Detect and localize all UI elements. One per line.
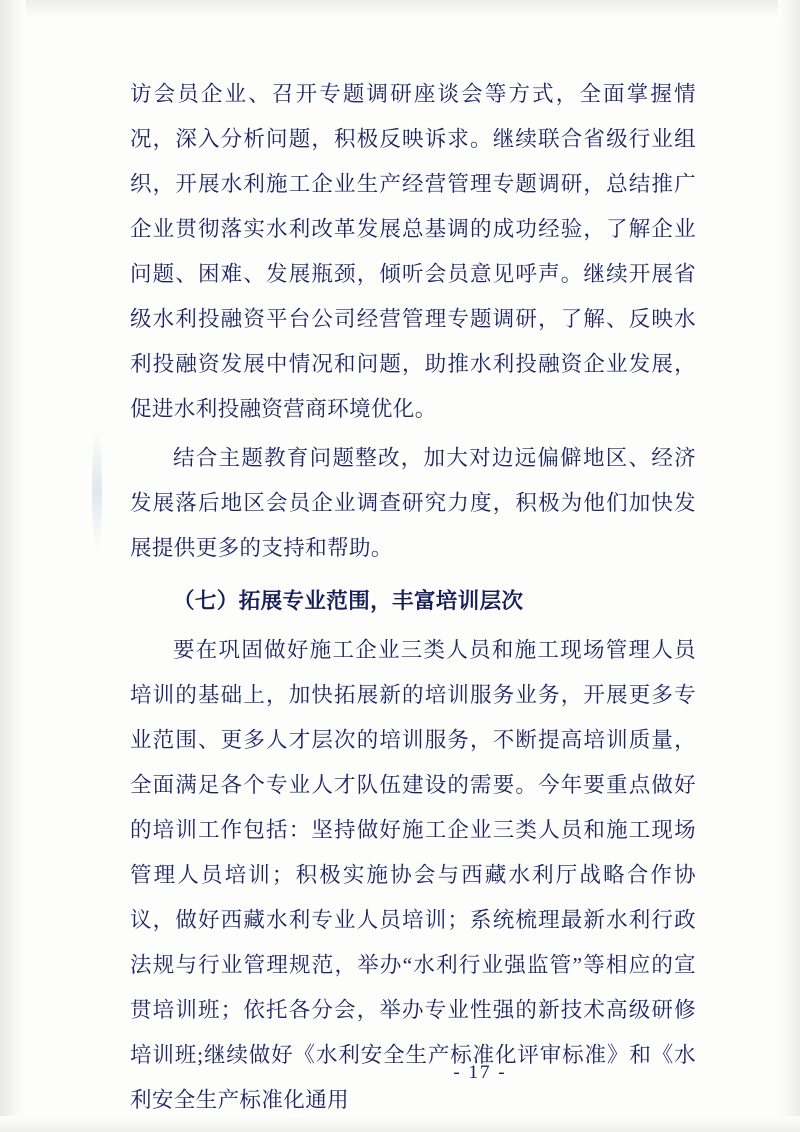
document-body [130, 72, 696, 1123]
scan-edge-top [0, 0, 800, 18]
heading-spacer [130, 571, 696, 579]
page-number: - 17 - [453, 1062, 507, 1083]
scan-smudge [92, 430, 102, 550]
paragraph-training-plan: 要在巩固做好施工企业三类人员和施工现场管理人员培训的基础上，加快拓展新的培训服务业务，开展更多专业范围、更多人才层次的培训服务，不断提高培训质量，全面满足各个专业人才队伍建设的需要。今年要重点做好的培训工作包括：坚持做好施工企业三类人员和施工现场管理人员培训；积极实施协会与西藏水利厅战略合作协议，做好西藏水利专业人员培训；系统梳理最新水利行政法规与行业管理规范，举办“水利行业强监管”等相应的宣贯培训班；依托各分会，举办专业性强的新技术高级研修培训班;继续做好《水利安全生产标准化评审标准》和《水利安全生产标准化通用 [130, 638, 696, 1112]
scan-edge-right [778, 0, 800, 1132]
paragraph-continued: 访会员企业、召开专题调研座谈会等方式，全面掌握情况，深入分析问题，积极反映诉求。继续联合省级行业组织，开展水利施工企业生产经营管理专题调研，总结推广企业贯彻落实水利改革发展总基调的成功经验，了解企业问题、困难、发展瓶颈，倾听会员意见呼声。继续开展省级水利投融资平台公司经营管理专题调研，了解、反映水利投融资发展中情况和问题，助推水利投融资企业发展，促进水利投融资营商环境优化。 [130, 82, 696, 421]
section-heading-seven: （七）拓展专业范围，丰富培训层次 [173, 589, 524, 613]
scan-edge-left [0, 0, 26, 1132]
paragraph-research-support: 结合主题教育问题整改，加大对边远偏僻地区、经济发展落后地区会员企业调查研究力度，积极为他们加快发展提供更多的支持和帮助。 [130, 446, 696, 560]
